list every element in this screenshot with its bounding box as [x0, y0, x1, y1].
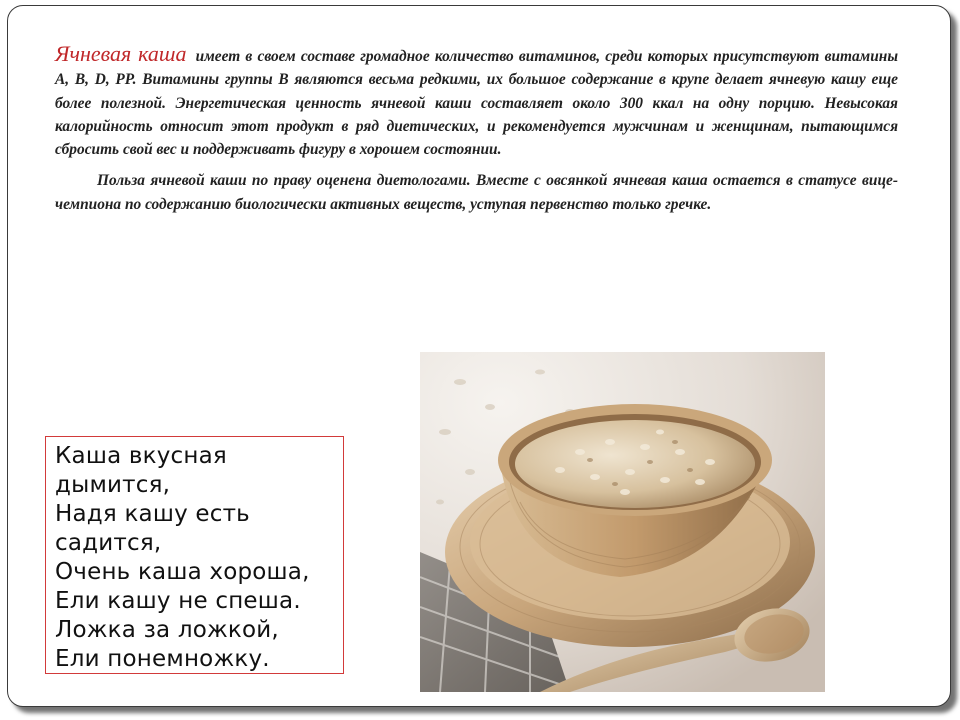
article-text	[55, 42, 898, 216]
poem-box	[45, 436, 344, 674]
poem-line: Каша вкусная	[55, 443, 227, 469]
poem-line: Очень каша хороша,	[55, 559, 310, 585]
poem-line: Ели кашу не спеша.	[55, 588, 301, 614]
poem-line: Надя кашу есть	[55, 501, 250, 527]
poem-line: садится,	[55, 530, 162, 556]
poem-line: дымится,	[55, 472, 171, 498]
porridge-bowl-illustration	[420, 352, 825, 692]
porridge-bowl-photo	[420, 352, 825, 692]
lead-title: Ячневая каша	[55, 41, 187, 66]
paragraph-1-body: имеет в своем составе громадное количество витаминов, среди которых присутствуют витамины А, В, D, РР. Витамины группы В являются весьма редкими, их большое содержание в крупе делает ячневую кашу еще более полезной. Энергетическая ценность ячневой каши составляет около 300 ккал на одну порцию. Невысокая калорийность относит этот продукт в ряд диетических, и рекомендуется мужчинам и женщинам, пытающимся сбросить свой вес и поддерживать фигуру в хорошем состоянии.	[55, 48, 898, 159]
paragraph-1	[55, 42, 898, 161]
poem-line: Ложка за ложкой,	[55, 617, 279, 643]
paragraph-2: Польза ячневой каши по праву оценена диетологами. Вместе с овсянкой ячневая каша остается в статусе вице-чемпиона по содержанию биологически активных веществ, уступая первенство только гречке.	[55, 172, 898, 213]
poem-line: Ели понемножку.	[55, 646, 270, 672]
